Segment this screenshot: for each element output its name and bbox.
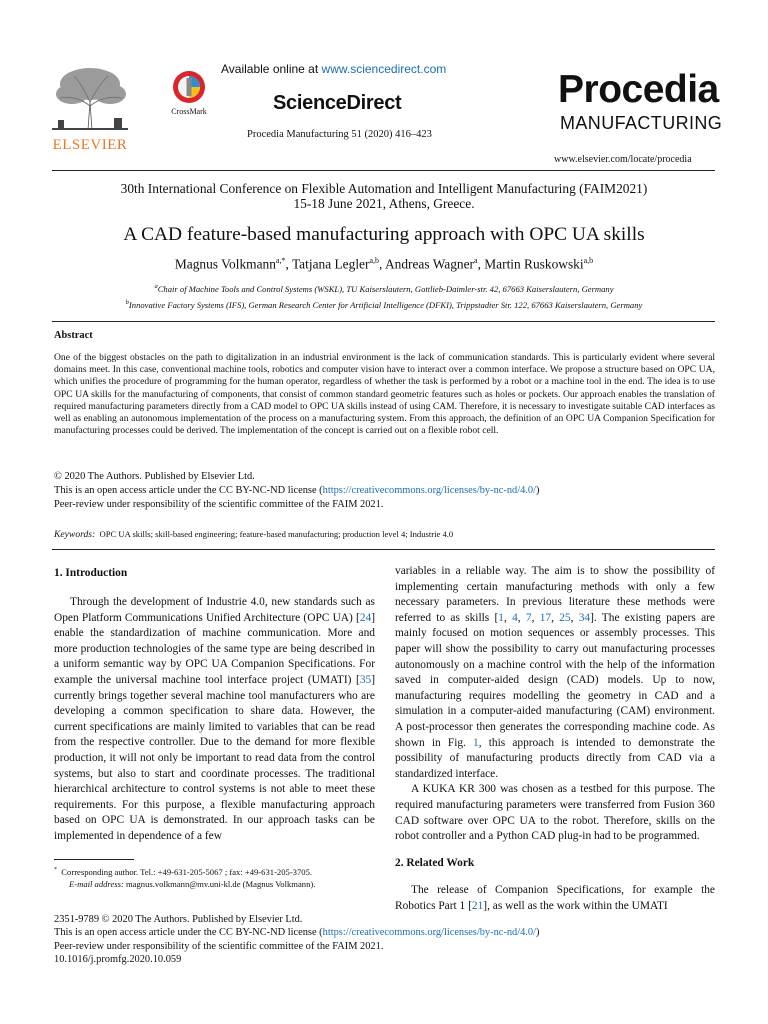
citation-link[interactable]: 17 [539, 611, 552, 624]
citation-link[interactable]: 1 [498, 611, 504, 624]
conference-info [40, 181, 728, 211]
author-list: Magnus Volkmann$^{a,*}$, Tatjana Legler$^{a,b}$, Andreas Wagner$^a$, Martin Ruskowski$^{a,b}$ [174, 256, 594, 272]
author-name: Martin Ruskowski [484, 256, 584, 272]
crossmark-badge[interactable] [166, 70, 212, 116]
procedia-title: Procedia [558, 68, 719, 111]
license-link[interactable]: https://creativecommons.org/licenses/by-nc-nd/4.0/ [322, 485, 536, 496]
conference-dates: 15-18 June 2021, Athens, Greece. [293, 196, 475, 211]
footnote-corresponding: * Corresponding author. Tel.: +49-631-205-5067 ; fax: +49-631-205-3705. [54, 866, 313, 877]
left-column-body [54, 595, 375, 845]
affiliation-a: $^a$Chair of Machine Tools and Control Systems (WSKL), TU Kaiserslautern, Gottlieb-Daimler-str. 42, 67663 Kaiserslautern, Germany [154, 283, 614, 294]
affiliations [40, 280, 728, 312]
intro-paragraph: Through the development of Industrie 4.0, new standards such as Open Platform Communications Unified Architecture (OPC UA) [24] enable the standardization of machine communication. More and more production technologies of the same type are being described in a uniform semantic way by OPC UA Companion Specifications. For example the universal machine tool interface project (UMATI) [35] currently brings together several machine tool manufacturers who are developing a common specification to share data. However, the current specifications are mainly limited to variables that can be read from the respective controller. Due to the demand for more flexible production, it will not only be important to read data from the control systems, but also to start and coordinate processes. The traditional hierarchical architecture to control systems is not able to meet these requirements. For this purpose, a flexible manufacturing approach based on OPC UA is demonstrated. In our approach tasks can be implemented in dependence of a few [54, 596, 375, 842]
right-column-body [395, 564, 715, 914]
abstract-text: One of the biggest obstacles on the path to digitalization in an industrial environment is the lack of communication standards. This is particularly evident where several domains meet. In this case, conventional machine tools, robotics and computer vision have to interact over a common interface. We propose a structure based on OPC UA, which unifies the procedure of programming for the human operator, regardless of whether the task is performed by a robot or a machine tool in the end. The idea is to use OPC UA skills for the manufacturing of components, that consist of common standard geometric features such as holes or pockets. Our approach enables the translation of required manufacturing parameters directly from a CAD model to OPC UA skills instead of using CAM. Therefore, it is necessary to investigate suitable CAD interfaces as well as enabling an autonomous implementation of the process on a manufacturing system. From this approach, the definition of an OPC UA Companion Specification for manufacturing processes could be derived. The implementation of the concept is carried out on a flexible robot cell. [54, 352, 715, 437]
citation-link[interactable]: 4 [512, 611, 518, 624]
elsevier-wordmark: ELSEVIER [52, 137, 128, 153]
figure-link[interactable]: 1 [473, 736, 479, 749]
available-online: Available online at www.sciencedirect.com [221, 62, 447, 76]
header-rule [52, 170, 715, 171]
abstract-top-rule [52, 321, 715, 322]
issn-line: 2351-9789 © 2020 The Authors. Published by Elsevier Ltd. [54, 914, 303, 925]
sciencedirect-brand: ScienceDirect [273, 92, 402, 114]
section-1-heading: 1. Introduction [54, 567, 128, 579]
abstract-heading: Abstract [54, 330, 93, 341]
author-affil: a,* [275, 256, 286, 265]
doi-line[interactable]: 10.1016/j.promfg.2020.10.059 [54, 954, 182, 966]
bottom-front-matter [54, 913, 715, 967]
section-2-heading: 2. Related Work [395, 856, 475, 869]
elsevier-logo [50, 62, 130, 153]
keywords [54, 529, 715, 540]
keywords-label: Keywords: [54, 529, 96, 540]
author-affil: a,b [583, 256, 594, 265]
author-name: Magnus Volkmann [174, 256, 276, 272]
citation-link[interactable]: 21 [471, 899, 484, 912]
footnote-rule [54, 859, 134, 860]
author-affil: a,b [369, 256, 379, 265]
citation-link[interactable]: 7 [525, 611, 532, 624]
bottom-peer-review: Peer-review under responsibility of the scientific committee of the FAIM 2021. [54, 940, 384, 952]
peer-review-line: Peer-review under responsibility of the scientific committee of the FAIM 2021. [54, 499, 384, 510]
citation-link[interactable]: 24 [359, 611, 372, 624]
citation-link[interactable]: 35 [359, 673, 372, 686]
continued-paragraph: variables in a reliable way. The aim is to show the possibility of implementing certain manufacturing methods with only a few necessary parameters. In previous literature these methods were referred to as skills [1, 4, 7, 17, 25, 34]. The existing papers are mainly focused on motion sequences or assembly processes. This paper will show the possibility to carry out manufacturing processes autonomously on a machine control with the help of the information saved in computer-aided design (CAD) models. Up to now, manufacturing requires modelling the geometry in CAD and a simulation in a computer-aided manufacturing (CAM) environment. A post-processor then generates the corresponding machine code. As shown in Fig. 1, this approach is intended to demonstrate the possibility of manufacturing products directly from CAD via a standardized interface. [395, 565, 715, 780]
author-affil: a [474, 256, 478, 265]
sciencedirect-link[interactable]: www.sciencedirect.com [321, 62, 447, 76]
author-name: Tatjana Legler [291, 256, 370, 272]
license-line: This is an open access article under the CC BY-NC-ND license (https://creativecommons.org/licenses/by-nc-nd/4.0/) [54, 485, 540, 496]
author-name: Andreas Wagner [384, 256, 474, 272]
procedia-subtitle: MANUFACTURING [560, 113, 723, 133]
copyright-block [54, 470, 715, 512]
testbed-paragraph: A KUKA KR 300 was chosen as a testbed for this purpose. The required manufacturing parameters were transferred from Fusion 360 CAD software over OPC UA to the robot. Therefore, skills on the robot controller and a Python CAD plug-in had to be programmed. [395, 783, 715, 843]
journal-citation: Procedia Manufacturing 51 (2020) 416–423 [247, 129, 432, 140]
footnote [54, 864, 375, 890]
related-work-paragraph: The release of Companion Specifications, for example the Robotics Part 1 [21], as well as the work within the UMATI [395, 884, 715, 912]
elsevier-tree-icon [50, 62, 130, 132]
footnote-email: E-mail address: magnus.volkmann@mv.uni-kl.de (Magnus Volkmann). [69, 878, 316, 889]
crossmark-label: CrossMark [171, 107, 207, 116]
citation-link[interactable]: 25 [559, 611, 571, 624]
paper-title: A CAD feature-based manufacturing approach with OPC UA skills [123, 224, 645, 245]
bottom-license-line: This is an open access article under the CC BY-NC-ND license (https://creativecommons.org/licenses/by-nc-nd/4.0/) [54, 927, 540, 939]
bottom-license-link[interactable]: https://creativecommons.org/licenses/by-nc-nd/4.0/ [322, 927, 536, 939]
copyright-line: © 2020 The Authors. Published by Elsevier Ltd. [54, 471, 255, 482]
locate-url[interactable]: www.elsevier.com/locate/procedia [554, 154, 692, 165]
keywords-bottom-rule [52, 549, 715, 550]
crossmark-icon [172, 70, 206, 104]
affiliation-b: $^b$Innovative Factory Systems (IFS), German Research Center for Artificial Intelligence (DFKI), Trippstadter Str. 122, 67663 Kaiserslautern, Germany [125, 298, 643, 310]
conference-name: 30th International Conference on Flexible Automation and Intelligent Manufacturing (FAIM2021) [120, 181, 648, 196]
keywords-text: OPC UA skills; skill-based engineering; feature-based manufacturing; production level 4; Industrie 4.0 [99, 529, 454, 539]
citation-link[interactable]: 34 [578, 611, 591, 624]
